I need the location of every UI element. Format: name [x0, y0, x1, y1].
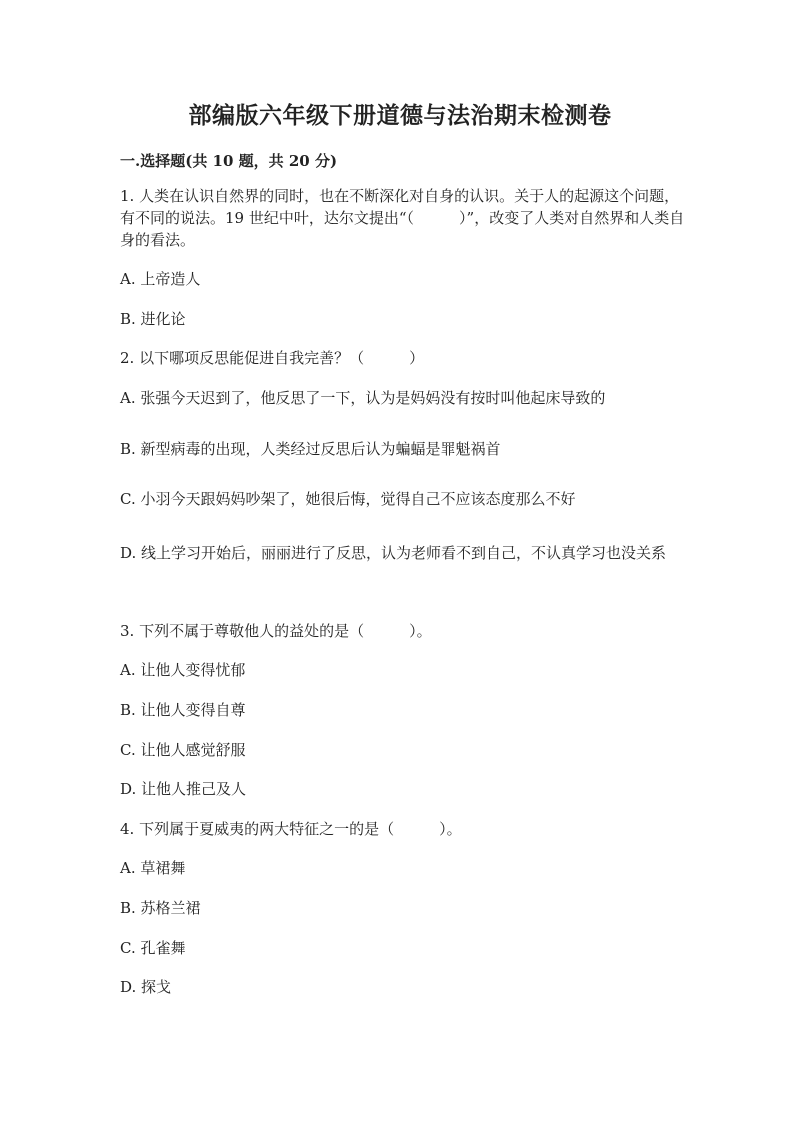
- question-2-option-c: C. 小羽今天跟妈妈吵架了，她很后悔，觉得自己不应该态度那么不好: [120, 490, 576, 508]
- question-4-option-d: D. 探戈: [120, 978, 172, 996]
- question-2-option-b: B. 新型病毒的出现，人类经过反思后认为蝙蝠是罪魁祸首: [120, 440, 501, 458]
- question-1-option-b: B. 进化论: [120, 310, 186, 328]
- question-3-option-d: D. 让他人推己及人: [120, 780, 247, 798]
- section-heading: 一.选择题(共 10 题，共 20 分): [120, 152, 338, 170]
- question-3-option-a: A. 让他人变得忧郁: [120, 661, 246, 679]
- question-2-stem: 2. 以下哪项反思能促进自我完善？（ ）: [120, 349, 425, 367]
- question-3-stem: 3. 下列不属于尊敬他人的益处的是（ ）。: [120, 622, 432, 640]
- question-1-stem: 1. 人类在认识自然界的同时，也在不断深化对自身的认识。关于人的起源这个问题，有不同的说法。19 世纪中叶，达尔文提出“（ ）”，改变了人类对自然界和人类自身的看法。: [120, 187, 685, 249]
- question-3-option-b: B. 让他人变得自尊: [120, 701, 246, 719]
- question-1-option-a: A. 上帝造人: [120, 270, 201, 288]
- question-2-option-a: A. 张强今天迟到了，他反思了一下，认为是妈妈没有按时叫他起床导致的: [120, 389, 606, 407]
- question-4-option-a: A. 草裙舞: [120, 859, 186, 877]
- page-title: 部编版六年级下册道德与法治期末检测卷: [188, 102, 612, 129]
- question-2-option-d: D. 线上学习开始后，丽丽进行了反思，认为老师看不到自己，不认真学习也没关系: [120, 544, 667, 562]
- question-4-option-b: B. 苏格兰裙: [120, 899, 201, 917]
- question-4-stem: 4. 下列属于夏威夷的两大特征之一的是（ ）。: [120, 820, 462, 838]
- question-3-option-c: C. 让他人感觉舒服: [120, 741, 246, 759]
- question-4-option-c: C. 孔雀舞: [120, 939, 186, 957]
